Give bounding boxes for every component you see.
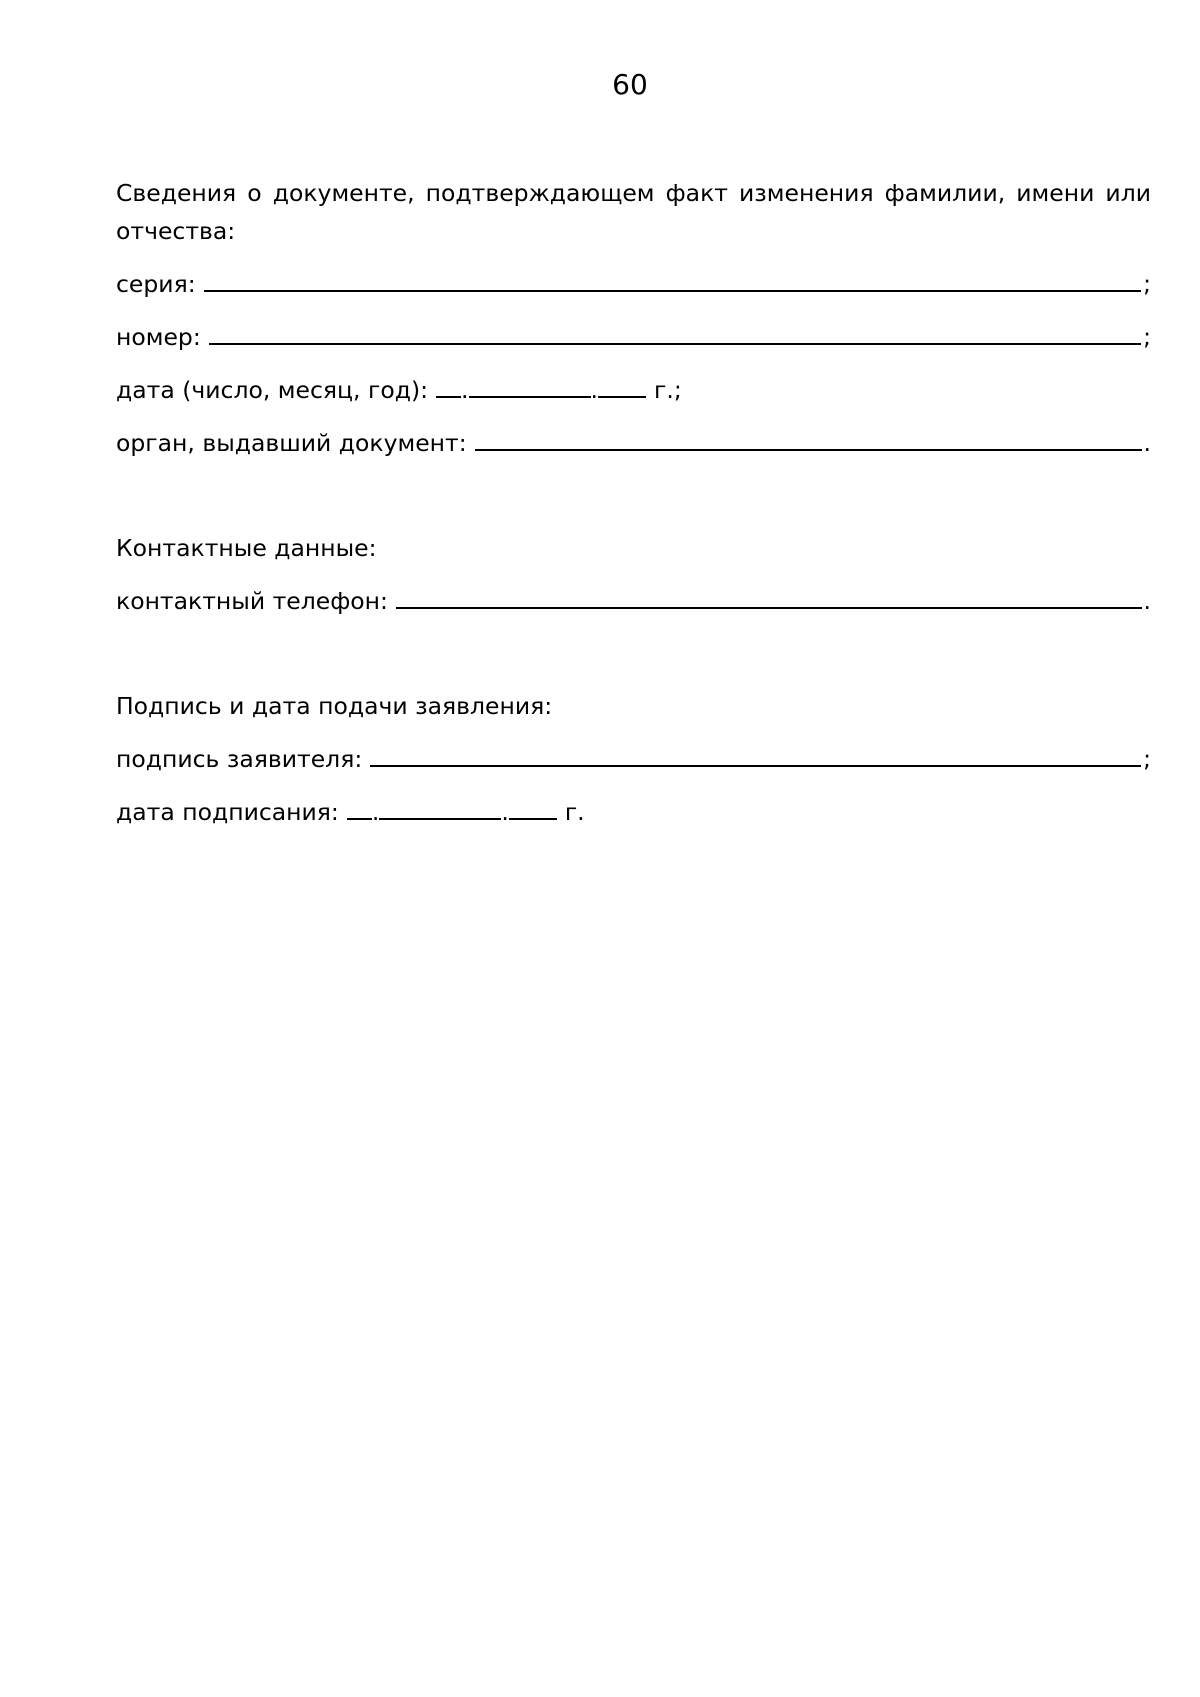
doc-date-separator: . — [590, 376, 598, 404]
series-end: ; — [1143, 270, 1151, 298]
sign-date-separator: . — [501, 798, 509, 826]
doc-date-year-field[interactable] — [598, 370, 646, 398]
sign-date-year-field[interactable] — [509, 792, 557, 820]
phone-label: контактный телефон: — [116, 587, 388, 615]
number-end: ; — [1143, 323, 1151, 351]
number-label: номер: — [116, 323, 201, 351]
form-content — [116, 174, 1151, 830]
signature-section-heading: Подпись и дата подачи заявления: — [116, 692, 553, 720]
signature-label: подпись заявителя: — [116, 745, 363, 773]
number-field[interactable] — [209, 317, 1141, 345]
sign-date-day-field[interactable] — [347, 792, 372, 820]
doc-date-line — [116, 370, 1151, 408]
phone-line — [116, 581, 1151, 619]
doc-date-separator: . — [461, 376, 469, 404]
sign-date-suffix: г. — [564, 798, 585, 826]
doc-section-heading: Сведения о документе, подтверждающем факт изменения фамилии, имени или отчества: — [116, 179, 1151, 245]
doc-date-suffix: г.; — [654, 376, 682, 404]
doc-date-label: дата (число, месяц, год): — [116, 376, 429, 404]
authority-end: . — [1143, 429, 1151, 457]
sign-date-month-field[interactable] — [379, 792, 501, 820]
signature-end: ; — [1143, 745, 1151, 773]
doc-date-month-field[interactable] — [469, 370, 591, 398]
number-line — [116, 317, 1151, 355]
authority-line — [116, 423, 1151, 461]
sign-date-separator: . — [371, 798, 380, 826]
sign-date-label: дата подписания: — [116, 798, 339, 826]
authority-field[interactable] — [475, 423, 1142, 451]
signature-line — [116, 739, 1151, 777]
authority-label: орган, выдавший документ: — [116, 429, 467, 457]
signature-field[interactable] — [370, 739, 1141, 767]
series-field[interactable] — [204, 264, 1141, 292]
page-number: 60 — [612, 68, 648, 101]
phone-end: . — [1143, 587, 1151, 615]
phone-field[interactable] — [396, 581, 1142, 609]
sign-date-line — [116, 792, 1151, 830]
series-line — [116, 264, 1151, 302]
doc-date-day-field[interactable] — [436, 370, 461, 398]
contact-section-heading: Контактные данные: — [116, 534, 377, 562]
series-label: серия: — [116, 270, 196, 298]
